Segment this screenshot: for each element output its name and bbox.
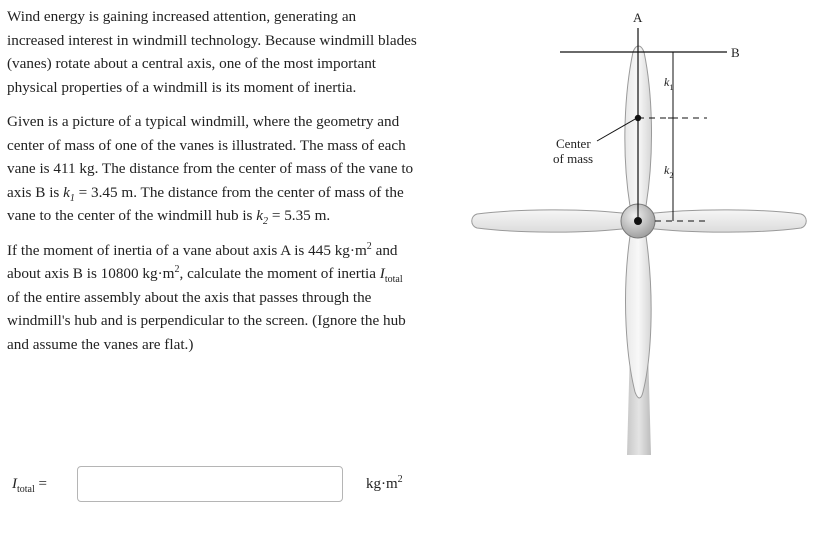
exponent-1: 2 — [366, 240, 372, 252]
answer-label — [12, 476, 47, 493]
answer-row — [0, 466, 440, 506]
question-text-c: , calculate the moment of inertia — [179, 265, 380, 282]
question-paragraph — [7, 239, 417, 357]
answer-unit — [366, 476, 403, 493]
given-text-a: Given is a picture of a typical windmill, where the geometry and center of mass of one of the vanes is illustrated. The mass of each vane is 411 kg. The distance from the center of mass of the vane to axis B is — [7, 113, 414, 201]
answer-label-symbol: I — [12, 476, 17, 492]
problem-text — [7, 5, 417, 367]
k1-label-letter: k — [664, 75, 670, 89]
answer-unit-text: kg·m — [366, 476, 398, 492]
given-text-c: = 5.35 m. — [268, 207, 331, 224]
k1-letter: k — [63, 183, 70, 201]
question-text-b: and about axis B is 10800 kg·m — [7, 241, 398, 282]
answer-input[interactable] — [77, 466, 343, 502]
question-text-d: of the entire assembly about the axis that passes through the windmill's hub and is perpendicular to the screen. (Ignore the hub and assume the vanes are flat.) — [7, 288, 406, 353]
answer-label-equals: = — [34, 476, 47, 492]
i-letter: I — [379, 265, 385, 282]
answer-unit-exponent: 2 — [397, 474, 403, 485]
axis-b-label: B — [731, 45, 740, 60]
given-paragraph — [7, 110, 417, 228]
i-total-symbol — [379, 265, 403, 286]
k2-label-subscript: 2 — [669, 171, 674, 180]
intro-paragraph — [7, 5, 417, 99]
i-subscript: total — [384, 274, 403, 286]
intro-text: Wind energy is gaining increased attention, generating an increased interest in windmill technology. Because windmill blades (vanes) rotate about a central axis, one of the most important physical properties of a windmill is its moment of inertia. — [7, 8, 417, 96]
k2-label-letter: k — [664, 163, 670, 177]
answer-label-subscript: total — [17, 484, 35, 495]
k1-label — [664, 75, 673, 92]
k2-subscript: 2 — [263, 216, 269, 228]
k2-symbol — [256, 207, 269, 228]
question-text-a: If the moment of inertia of a vane about axis A is 445 kg·m — [7, 241, 367, 259]
given-text-b: = 3.45 m. The distance from the center of mass of the vane to the center of the windmill hub is — [7, 183, 404, 224]
k2-label — [664, 163, 673, 180]
center-label-line2: of mass — [553, 151, 594, 166]
left-blade — [472, 210, 630, 232]
exponent-2: 2 — [174, 263, 180, 275]
center-label-line1: Center — [556, 136, 591, 151]
axis-a-label: A — [633, 10, 643, 25]
k1-symbol — [63, 183, 75, 204]
windmill-figure — [465, 0, 837, 531]
windmill-diagram — [465, 0, 837, 531]
k1-subscript: 1 — [69, 192, 75, 204]
k2-letter: k — [256, 207, 264, 224]
k1-label-subscript: 1 — [669, 83, 674, 92]
